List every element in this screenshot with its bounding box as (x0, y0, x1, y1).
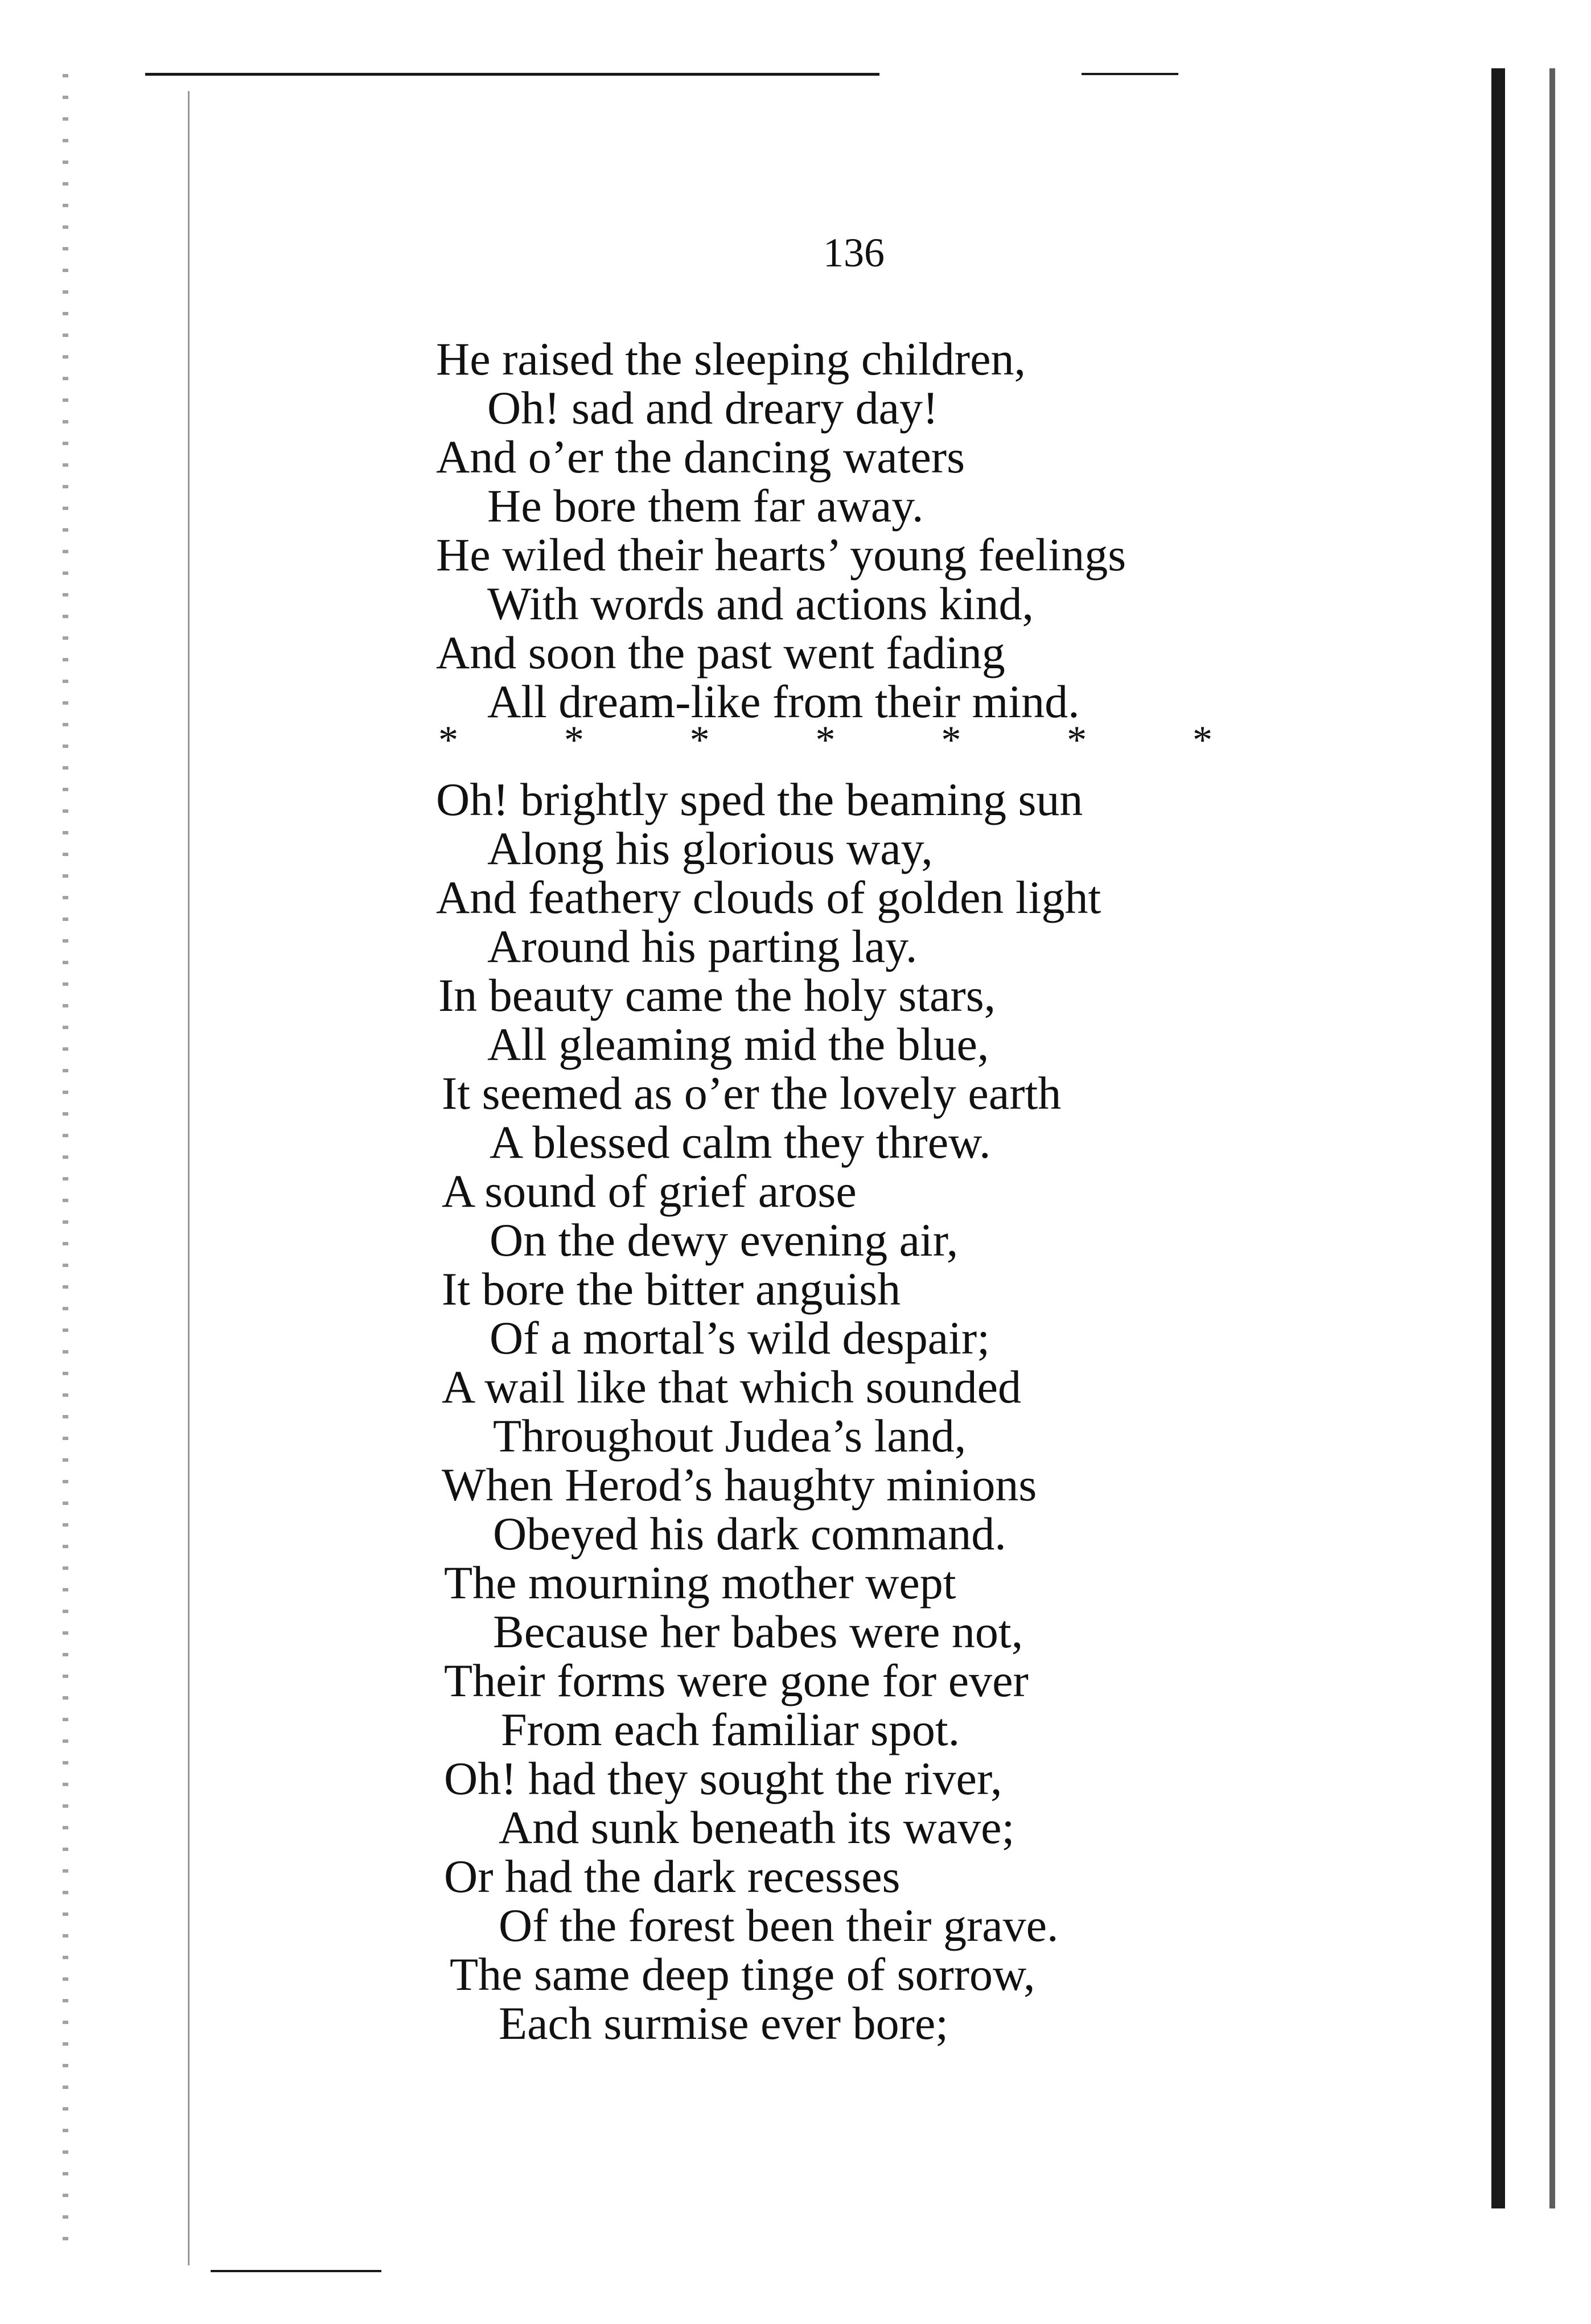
asterisk: * (815, 718, 836, 762)
poem-line: All dream-like from their mind. (487, 676, 1080, 727)
poem-line: Around his parting lay. (487, 920, 918, 972)
poem-line: And sunk beneath its wave; (499, 1801, 1015, 1853)
poem-line: It bore the bitter anguish (442, 1263, 901, 1315)
poem-line: The mourning mother wept (444, 1557, 956, 1609)
poem-line: Throughout Judea’s land, (493, 1410, 967, 1462)
poem-line: In beauty came the holy stars, (438, 969, 996, 1021)
poem-line: Oh! sad and dreary day! (487, 382, 939, 434)
poem-line: On the dewy evening air, (490, 1214, 959, 1266)
poem-line: Of the forest been their grave. (499, 1899, 1059, 1951)
section-break-asterisks (438, 718, 1212, 762)
poem-line: A wail like that which sounded (442, 1361, 1021, 1413)
asterisk: * (438, 718, 458, 762)
poem-line: It seemed as o’er the lovely earth (442, 1067, 1062, 1119)
poem-line: Along his glorious way, (487, 822, 933, 874)
poem-line: When Herod’s haughty minions (442, 1459, 1037, 1511)
asterisk: * (1192, 718, 1212, 762)
poem-line: A sound of grief arose (442, 1165, 857, 1217)
poem-line: And soon the past went fading (436, 627, 1005, 678)
asterisk: * (564, 718, 584, 762)
poem-line: He bore them far away. (487, 480, 924, 532)
poem-line: Obeyed his dark command. (493, 1508, 1006, 1560)
poem-line: He raised the sleeping children, (436, 333, 1026, 385)
poem-line: Oh! had they sought the river, (444, 1753, 1002, 1804)
poem-line: A blessed calm they threw. (490, 1116, 991, 1168)
asterisk: * (1067, 718, 1087, 762)
poem-line: Of a mortal’s wild despair; (490, 1312, 990, 1364)
poem-line: And feathery clouds of golden light (436, 871, 1101, 923)
page-number: 136 (823, 230, 885, 275)
poem-line: Or had the dark recesses (444, 1850, 901, 1902)
asterisk: * (689, 718, 710, 762)
poem-line: From each familiar spot. (501, 1704, 960, 1755)
asterisk: * (941, 718, 961, 762)
poem-line: Their forms were gone for ever (444, 1655, 1029, 1706)
poem-line: Oh! brightly sped the beaming sun (436, 774, 1083, 825)
poem-line: With words and actions kind, (487, 578, 1034, 630)
poem-line: Because her babes were not, (493, 1606, 1023, 1657)
poem-line: Each surmise ever bore; (499, 1997, 949, 2049)
poem-line: All gleaming mid the blue, (487, 1018, 989, 1070)
poem-line: The same deep tinge of sorrow, (450, 1948, 1035, 2000)
poem-line: And o’er the dancing waters (436, 431, 965, 483)
poem-line: He wiled their hearts’ young feelings (436, 529, 1127, 581)
